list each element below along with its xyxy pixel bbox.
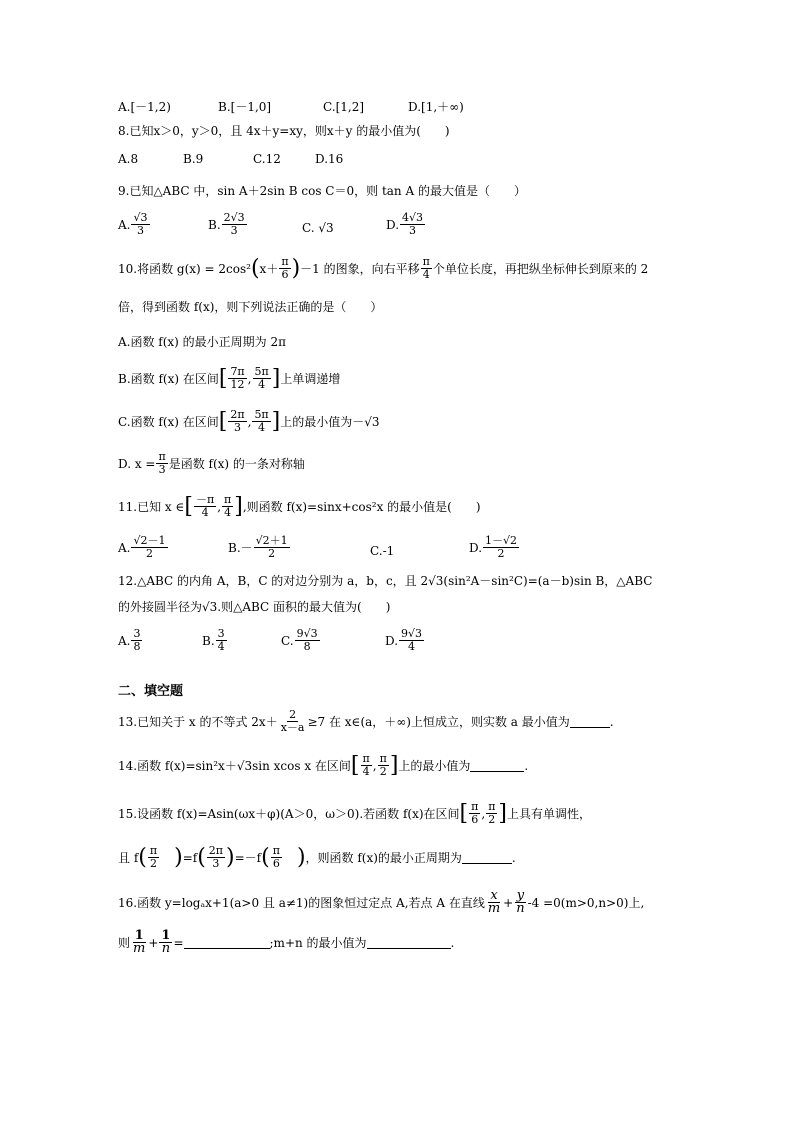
q10-option-d: D. x = $\frac{\pi}{3}$ 是函数 f(x) 的一条对称轴 <box>118 450 305 476</box>
q7-option-c: C.[1,2] <box>323 100 365 114</box>
q10-stem-line1: 10.将函数 g(x) = 2cos² ( x＋ $\frac{\pi}{6}$ ) －1 的图象，向右平移 $\frac{\pi}{4}$ 个单位长度，再把纵坐标伸长到原来的 2 <box>118 255 649 281</box>
q9-option-c: C. √3 <box>302 221 334 235</box>
q9-option-b: B. $\frac{2√3}{3}$ <box>208 211 245 237</box>
q7-option-b: B.[－1,0] <box>218 100 272 114</box>
q12-option-a: A. $\frac{3}{8}$ <box>118 627 141 653</box>
answer-blank <box>367 936 451 949</box>
q12-option-b: B. $\frac{3}{4}$ <box>202 627 225 653</box>
q12-stem-line2: 的外接圆半径为√3.则△ABC 面积的最大值为( ) <box>118 600 391 614</box>
q8-option-c: C.12 <box>253 152 281 166</box>
q11-option-c: C.-1 <box>370 544 395 558</box>
q9-option-a: A. $\frac{√3}{3}$ <box>118 211 148 237</box>
q10-option-a: A.函数 f(x) 的最小正周期为 2π <box>118 335 287 349</box>
q15-stem-line1: 15.设函数 f(x)=Asin(ωx＋φ)(A＞0，ω＞0).若函数 f(x)在区间 [ $\frac{\pi}{6}$ , $\frac{\pi}{2}$ ] 上具有单调性， <box>118 800 592 826</box>
q16-stem-line1: 16.函数 y=logₐx+1(a>0 且 a≠1)的图象恒过定点 A,若点 A 在直线 $\frac{x}{m}$ + $\frac{y}{n}$ -4 =0(m>0,n>0)上, <box>118 888 645 916</box>
q14-stem: 14.函数 f(x)=sin²x＋√3sin xcos x 在区间 [ $\frac{\pi}{4}$ , $\frac{\pi}{2}$ ] 上的最小值为 . <box>118 752 529 778</box>
q13-stem: 13.已知关于 x 的不等式 2x＋ $\frac{2}{x-a}$ ≥7 在 x∈(a，＋∞)上恒成立，则实数 a 最小值为 . <box>118 708 614 734</box>
q9-stem: 9.已知△ABC 中，sin A＋2sin B cos C＝0，则 tan A 的最大值是（ ） <box>118 184 526 198</box>
q8-option-d: D.16 <box>315 152 344 166</box>
q10-stem-line2: 倍，得到函数 f(x)，则下列说法正确的是（ ） <box>118 300 383 314</box>
q8-option-b: B.9 <box>183 152 204 166</box>
q12-option-c: C. $\frac{9√3}{8}$ <box>281 627 318 653</box>
q16-stem-line2: 则 $\frac{1}{m}$ + $\frac{1}{n}$ = ;m+n 的最小值为 . <box>118 928 455 956</box>
answer-blank <box>462 851 512 864</box>
q8-stem: 8.已知x＞0，y＞0，且 4x＋y=xy，则x＋y 的最小值为( ) <box>118 124 450 138</box>
answer-blank <box>570 715 610 728</box>
q11-stem: 11.已知 x ∈ [ $\frac{-\pi}{4}$ , $\frac{\pi}{4}$ ] ,则函数 f(x)=sinx+cos²x 的最小值是( ) <box>118 493 481 519</box>
q7-option-a: A.[－1,2) <box>118 100 171 114</box>
q12-option-d: D. $\frac{9√3}{4}$ <box>385 627 423 653</box>
q10-option-c: C.函数 f(x) 在区间 [ $\frac{2\pi}{3}$ , $\frac{5\pi}{4}$ ] 上的最小值为－√3 <box>118 408 380 434</box>
q7-option-d: D.[1,＋∞) <box>408 100 464 114</box>
answer-blank <box>184 936 270 949</box>
q10-option-b: B.函数 f(x) 在区间 [ $\frac{7\pi}{12}$ , $\frac{5\pi}{4}$ ] 上单调递增 <box>118 365 341 391</box>
q9-option-d: D. $\frac{4√3}{3}$ <box>386 211 424 237</box>
q12-stem-line1: 12.△ABC 的内角 A，B，C 的对边分别为 a，b，c，且 2√3(sin²A－sin²C)=(a－b)sin B，△ABC <box>118 574 653 588</box>
q11-option-b: B.－ $\frac{√2+1}{2}$ <box>228 534 288 560</box>
answer-blank <box>470 759 524 772</box>
q11-option-d: D. $\frac{1-√2}{2}$ <box>469 534 518 560</box>
q11-option-a: A. $\frac{√2-1}{2}$ <box>118 534 166 560</box>
q8-option-a: A.8 <box>118 152 139 166</box>
q15-stem-line2: 且 f ( $\frac{\pi}{2}$ ) =f ( $\frac{2\pi}{3}$ ) =－f ( $\frac{\pi}{6}$ ) ，则函数 f(x)的最小正周期为 . <box>118 844 516 870</box>
section-title: 二、填空题 <box>118 684 184 699</box>
